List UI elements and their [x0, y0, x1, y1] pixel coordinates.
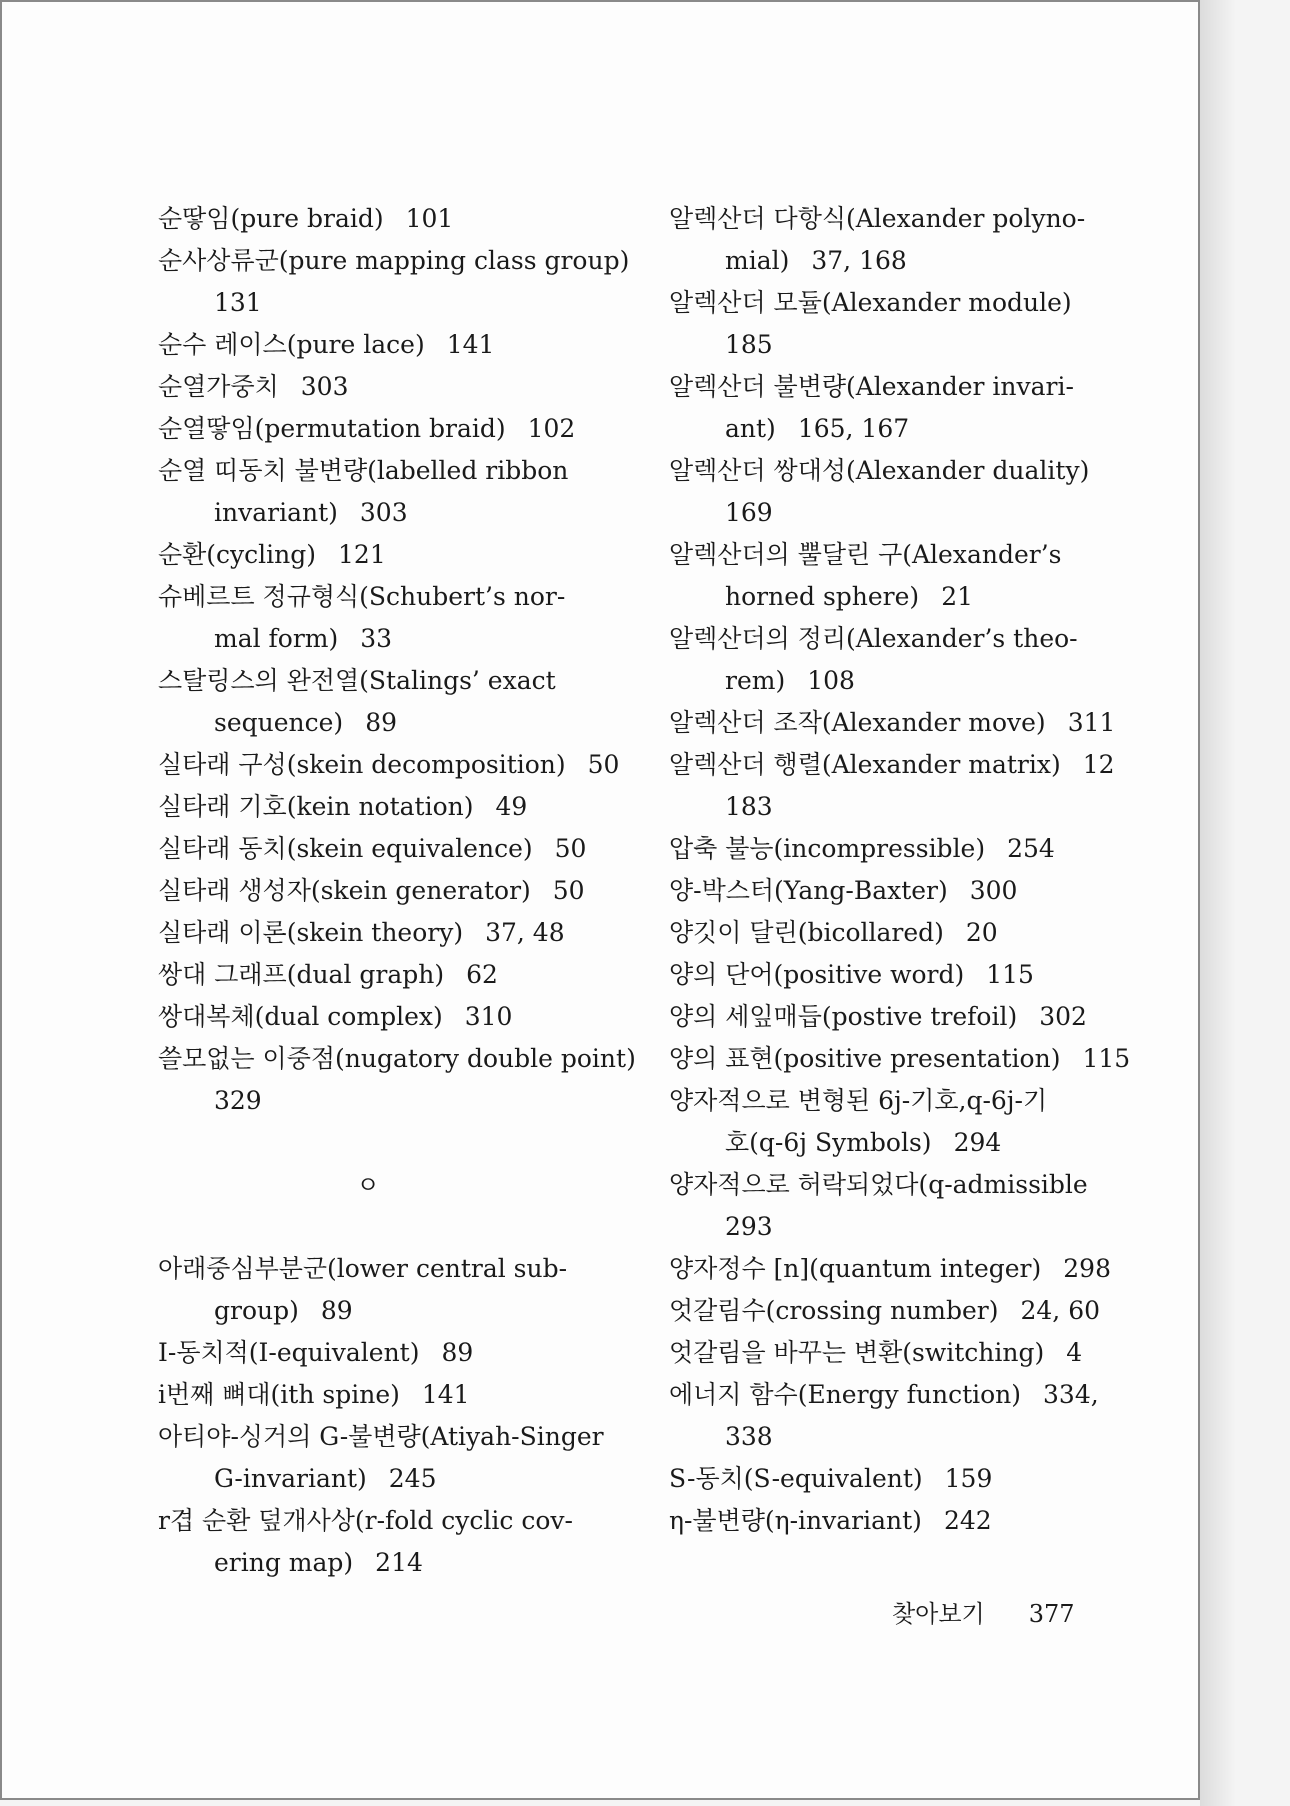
entry-continuation — [158, 618, 658, 660]
entry-term-cont: group) — [214, 1296, 299, 1325]
footer-label: 찾아보기 — [892, 1600, 985, 1628]
entry-continuation — [158, 492, 658, 534]
entry-line — [158, 366, 658, 408]
entry-pages: 245 — [388, 1464, 437, 1493]
entry-term: 순환(cycling) — [158, 540, 317, 569]
entry-line — [669, 366, 1202, 408]
entry-continuation — [669, 786, 1202, 828]
entry-term: 알렉산더 조작(Alexander move) — [669, 708, 1046, 737]
entry-continuation — [669, 1416, 1202, 1458]
entry-term: 슈베르트 정규형식(Schubert’s nor- — [158, 582, 566, 611]
entry-pages: 294 — [953, 1128, 1002, 1157]
entry-term: 알렉산더의 뿔달린 구(Alexander’s — [669, 540, 1062, 569]
entry-pages: 300 — [969, 876, 1018, 905]
entry-pages: 121 — [338, 540, 386, 569]
entry-continuation — [669, 408, 1202, 450]
left-entries-section-o — [158, 1248, 658, 1584]
index-entry — [669, 366, 1202, 450]
entry-pages: 33 — [360, 624, 393, 653]
entry-line — [669, 282, 1202, 324]
entry-term: 실타래 기호(kein notation) — [158, 792, 474, 821]
entry-line — [158, 534, 658, 576]
page-edge-shadow — [1200, 0, 1290, 1806]
entry-term: 순땋임(pure braid) — [158, 204, 384, 233]
index-entry — [158, 660, 658, 744]
entry-pages: 102 — [527, 414, 576, 443]
entry-pages: 311 — [1067, 708, 1116, 737]
entry-term: 알렉산더 쌍대성(Alexander duality) — [669, 456, 1090, 485]
entry-line — [158, 996, 658, 1038]
entry-line — [158, 870, 658, 912]
entry-term: 양의 표현(positive presentation) — [669, 1044, 1061, 1073]
entry-line — [669, 912, 1202, 954]
entry-pages: 50 — [554, 834, 587, 863]
entry-term: 알렉산더의 정리(Alexander’s theo- — [669, 624, 1078, 653]
section-heading: ㅇ — [356, 1171, 380, 1199]
entry-line — [669, 1290, 1202, 1332]
entry-term-cont: sequence) — [214, 708, 344, 737]
entry-term: 쓸모없는 이중점(nugatory double point) — [158, 1044, 636, 1073]
entry-line — [158, 744, 658, 786]
index-entry — [158, 870, 658, 912]
index-entry — [669, 450, 1202, 534]
entry-term-cont: rem) — [725, 666, 786, 695]
entry-line — [669, 618, 1202, 660]
entry-pages: 141 — [421, 1380, 470, 1409]
index-entry — [669, 702, 1202, 744]
entry-pages: 329 — [214, 1086, 262, 1115]
entry-term: 알렉산더 행렬(Alexander matrix) — [669, 750, 1061, 779]
entry-pages: 303 — [300, 372, 349, 401]
entry-continuation — [158, 702, 658, 744]
index-entry — [158, 954, 658, 996]
index-entry — [158, 576, 658, 660]
entry-pages: 183 — [725, 792, 773, 821]
entry-term: 엇갈림을 바꾸는 변환(switching) — [669, 1338, 1045, 1367]
index-entry — [669, 954, 1202, 996]
entry-term: 순사상류군(pure mapping class group) — [158, 246, 630, 275]
index-entry — [158, 324, 658, 366]
entry-continuation — [158, 282, 658, 324]
entry-line — [669, 1164, 1202, 1206]
index-entry — [669, 198, 1202, 282]
index-entry — [669, 1080, 1202, 1164]
entry-pages: 101 — [405, 204, 454, 233]
entry-line — [158, 954, 658, 996]
entry-line — [669, 198, 1202, 240]
entry-pages: 62 — [466, 960, 498, 989]
entry-line — [158, 1374, 658, 1416]
entry-pages: 254 — [1007, 834, 1055, 863]
entry-line — [669, 1374, 1202, 1416]
index-entry — [669, 1458, 1202, 1500]
entry-continuation — [669, 324, 1202, 366]
entry-line — [158, 576, 658, 618]
page-content — [2, 2, 1202, 1802]
entry-pages: 49 — [495, 792, 528, 821]
entry-term: 양의 단어(positive word) — [669, 960, 965, 989]
entry-term: 순열가중치 — [158, 372, 279, 401]
index-entry — [158, 1500, 658, 1584]
entry-continuation — [669, 1122, 1202, 1164]
entry-line — [158, 660, 658, 702]
entry-continuation — [669, 492, 1202, 534]
entry-pages: 37, 168 — [811, 246, 907, 275]
index-entry — [158, 786, 658, 828]
entry-pages: 165, 167 — [797, 414, 910, 443]
index-entry — [158, 996, 658, 1038]
entry-line — [158, 408, 658, 450]
index-entry — [158, 534, 658, 576]
entry-term: 양자적으로 변형된 6j-기호,q-6j-기 — [669, 1086, 1048, 1115]
index-entry — [669, 282, 1202, 366]
entry-term: 스탈링스의 완전열(Stalings’ exact — [158, 666, 556, 695]
entry-pages: 12 — [1082, 750, 1115, 779]
entry-line — [669, 744, 1202, 786]
entry-term: 쌍대복체(dual complex) — [158, 1002, 443, 1031]
index-entry — [158, 240, 658, 324]
entry-term: 실타래 생성자(skein generator) — [158, 876, 531, 905]
index-entry — [669, 1500, 1202, 1542]
index-entry — [158, 450, 658, 534]
entry-line — [669, 1038, 1202, 1080]
index-entry — [669, 1374, 1202, 1458]
entry-term: 에너지 함수(Energy function) — [669, 1380, 1022, 1409]
index-entry — [158, 744, 658, 786]
index-entry — [158, 1416, 658, 1500]
index-entry — [669, 1164, 1202, 1248]
entry-pages: 115 — [986, 960, 1034, 989]
entry-term: 순열땋임(permutation braid) — [158, 414, 506, 443]
index-entry — [158, 828, 658, 870]
entry-pages: 141 — [446, 330, 495, 359]
entry-term: 실타래 이론(skein theory) — [158, 918, 464, 947]
index-entry — [669, 744, 1202, 828]
index-entry — [669, 996, 1202, 1038]
entry-term-cont: 호(q-6j Symbols) — [725, 1128, 932, 1157]
entry-pages: 21 — [941, 582, 973, 611]
right-entries — [669, 198, 1202, 1542]
index-entry — [158, 366, 658, 408]
entry-term: 양의 세잎매듭(postive trefoil) — [669, 1002, 1018, 1031]
entry-term-cont: ant) — [725, 414, 776, 443]
entry-pages: 89 — [320, 1296, 353, 1325]
entry-pages: 50 — [552, 876, 585, 905]
index-entry — [669, 1038, 1202, 1080]
entry-line — [158, 1038, 658, 1080]
entry-line — [669, 1500, 1202, 1542]
entry-pages: 242 — [943, 1506, 992, 1535]
entry-term: 알렉산더 불변량(Alexander invari- — [669, 372, 1074, 401]
entry-term: 아티야-싱거의 G-불변량(Atiyah-Singer — [158, 1422, 604, 1451]
entry-term: 알렉산더 다항식(Alexander polyno- — [669, 204, 1086, 233]
index-entry — [158, 1038, 658, 1122]
index-entry — [158, 1374, 658, 1416]
entry-line — [158, 828, 658, 870]
entry-term-cont: ering map) — [214, 1548, 354, 1577]
entry-line — [158, 1248, 658, 1290]
entry-pages: 131 — [214, 288, 262, 317]
entry-continuation — [669, 240, 1202, 282]
index-entry — [158, 408, 658, 450]
entry-continuation — [669, 1206, 1202, 1248]
entry-term-cont: mal form) — [214, 624, 339, 653]
entry-line — [158, 912, 658, 954]
entry-line — [158, 1332, 658, 1374]
entry-pages: 24, 60 — [1020, 1296, 1101, 1325]
entry-pages: 50 — [587, 750, 620, 779]
left-entries — [158, 198, 658, 1122]
entry-line — [158, 786, 658, 828]
entry-line — [669, 450, 1202, 492]
entry-line — [669, 870, 1202, 912]
entry-pages: 303 — [359, 498, 408, 527]
entry-term: r겹 순환 덮개사상(r-fold cyclic cov- — [158, 1506, 573, 1535]
index-entry — [669, 1290, 1202, 1332]
index-right-column — [669, 198, 1202, 1542]
entry-line — [669, 702, 1202, 744]
entry-pages: 214 — [375, 1548, 423, 1577]
entry-term: 쌍대 그래프(dual graph) — [158, 960, 445, 989]
entry-line — [158, 1500, 658, 1542]
index-entry — [158, 1332, 658, 1374]
index-entry — [669, 1332, 1202, 1374]
entry-line — [669, 1080, 1202, 1122]
entry-term: 압축 불능(incompressible) — [669, 834, 986, 863]
index-entry — [158, 912, 658, 954]
entry-line — [158, 324, 658, 366]
entry-term: 양자적으로 허락되었다(q-admissible — [669, 1170, 1088, 1199]
entry-pages: 115 — [1082, 1044, 1131, 1073]
index-entry — [669, 870, 1202, 912]
entry-continuation — [158, 1542, 658, 1584]
entry-continuation — [158, 1080, 658, 1122]
entry-line — [669, 954, 1202, 996]
entry-term: η-불변량(η-invariant) — [669, 1506, 922, 1535]
entry-continuation — [158, 1290, 658, 1332]
entry-line — [669, 1458, 1202, 1500]
entry-line — [669, 1332, 1202, 1374]
page-number: 377 — [1028, 1600, 1075, 1628]
entry-pages: 302 — [1039, 1002, 1087, 1031]
index-entry — [669, 618, 1202, 702]
entry-line — [158, 198, 658, 240]
entry-term-cont: G-invariant) — [214, 1464, 367, 1493]
entry-line — [669, 996, 1202, 1038]
entry-pages: 169 — [725, 498, 773, 527]
entry-line — [158, 1416, 658, 1458]
entry-pages: 298 — [1063, 1254, 1111, 1283]
entry-term: 아래중심부분군(lower central sub- — [158, 1254, 568, 1283]
index-entry — [669, 912, 1202, 954]
entry-term: 양자정수 [n](quantum integer) — [669, 1254, 1042, 1283]
entry-term: 순열 띠동치 불변량(labelled ribbon — [158, 456, 569, 485]
index-entry — [669, 828, 1202, 870]
entry-pages: 89 — [441, 1338, 474, 1367]
entry-pages: 37, 48 — [485, 918, 565, 947]
entry-pages: 334, — [1043, 1380, 1099, 1409]
entry-pages: 159 — [944, 1464, 993, 1493]
index-entry — [669, 1248, 1202, 1290]
entry-term: 순수 레이스(pure lace) — [158, 330, 425, 359]
entry-pages: 108 — [807, 666, 855, 695]
entry-term-cont: mial) — [725, 246, 790, 275]
entry-continuation — [669, 576, 1202, 618]
entry-pages: 20 — [965, 918, 998, 947]
entry-term: 알렉산더 모듈(Alexander module) — [669, 288, 1072, 317]
index-entry — [669, 534, 1202, 618]
entry-pages: 89 — [365, 708, 397, 737]
entry-pages: 185 — [725, 330, 773, 359]
entry-pages: 4 — [1066, 1338, 1083, 1367]
entry-term: 양-박스터(Yang-Baxter) — [669, 876, 948, 905]
entry-line — [158, 240, 658, 282]
entry-line — [669, 1248, 1202, 1290]
entry-line — [669, 534, 1202, 576]
entry-term: 실타래 동치(skein equivalence) — [158, 834, 533, 863]
index-entry — [158, 198, 658, 240]
entry-term: 양깃이 달린(bicollared) — [669, 918, 944, 947]
entry-term: 엇갈림수(crossing number) — [669, 1296, 999, 1325]
entry-pages: 310 — [464, 1002, 513, 1031]
entry-term-cont: horned sphere) — [725, 582, 920, 611]
index-entry — [158, 1248, 658, 1332]
entry-term: 실타래 구성(skein decomposition) — [158, 750, 566, 779]
entry-term: S-동치(S-equivalent) — [669, 1464, 923, 1493]
entry-line — [158, 450, 658, 492]
page-footer — [892, 1594, 1075, 1629]
entry-continuation — [158, 1458, 658, 1500]
index-left-column — [158, 198, 658, 1584]
entry-term: i번째 뼈대(ith spine) — [158, 1380, 400, 1409]
entry-pages: 338 — [725, 1422, 773, 1451]
entry-pages: 293 — [725, 1212, 773, 1241]
entry-continuation — [669, 660, 1202, 702]
entry-line — [669, 828, 1202, 870]
entry-term-cont: invariant) — [214, 498, 338, 527]
entry-term: I-동치적(I-equivalent) — [158, 1338, 420, 1367]
